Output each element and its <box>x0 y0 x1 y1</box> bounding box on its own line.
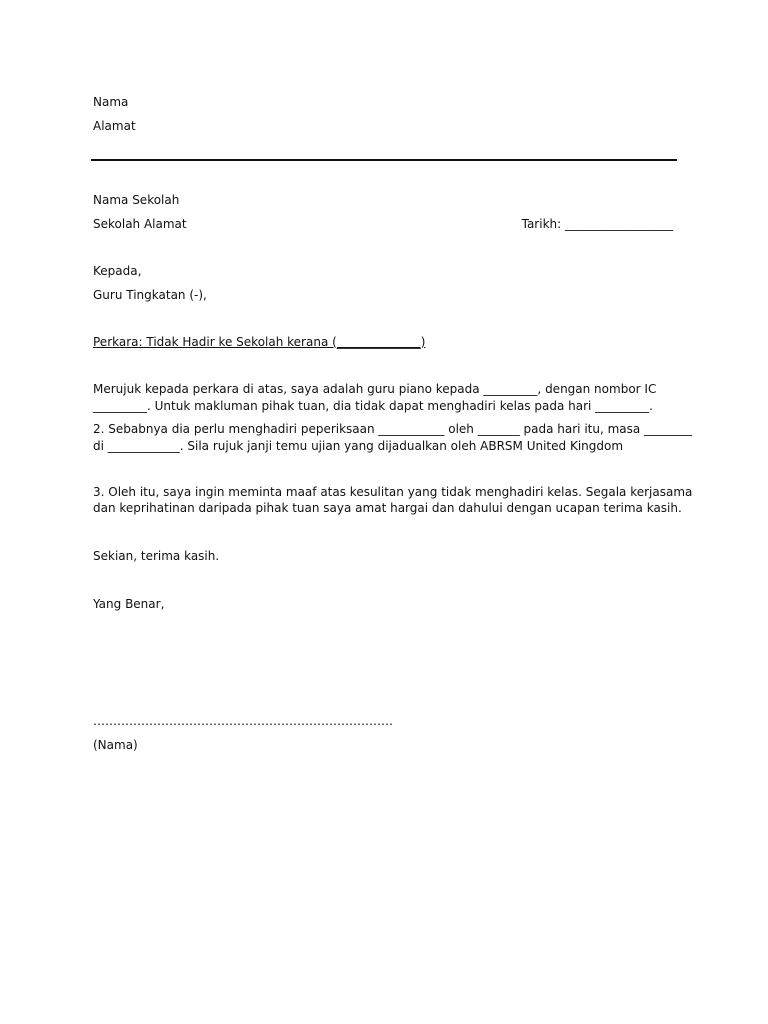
paragraph-1-line-1: Merujuk kepada perkara di atas, saya adalah guru piano kepada _________, dengan nombor IC <box>93 382 657 396</box>
closing-thanks: Sekian, terima kasih. <box>93 549 220 563</box>
closing-sign-off: Yang Benar, <box>93 597 165 611</box>
paragraph-2-line-2: di ____________. Sila rujuk janji temu ujian yang dijadualkan oleh ABRSM United Kingdom <box>93 439 624 453</box>
sender-address: Alamat <box>93 119 136 133</box>
school-name: Nama Sekolah <box>93 193 180 207</box>
sender-name: Nama <box>93 95 129 109</box>
paragraph-3-line-1: 3. Oleh itu, saya ingin meminta maaf atas kesulitan yang tidak menghadiri kelas. Segala kerjasama <box>93 485 693 499</box>
school-address: Sekolah Alamat <box>93 217 187 231</box>
date-field: Tarikh: __________________ <box>521 217 673 231</box>
signer-name: (Nama) <box>93 738 138 752</box>
subject-line: Perkara: Tidak Hadir ke Sekolah kerana (______________) <box>93 335 426 349</box>
greeting-to: Kepada, <box>93 264 142 278</box>
paragraph-1-line-2: _________. Untuk makluman pihak tuan, dia tidak dapat menghadiri kelas pada hari _________. <box>93 399 653 413</box>
greeting-teacher: Guru Tingkatan (-), <box>93 288 207 302</box>
paragraph-3-line-2: dan keprihatinan daripada pihak tuan saya amat hargai dan dahului dengan ucapan terima kasih. <box>93 501 682 515</box>
paragraph-2-line-1: 2. Sebabnya dia perlu menghadiri peperiksaan ___________ oleh _______ pada hari itu, masa ________ <box>93 422 693 436</box>
header-divider <box>91 159 677 161</box>
signature-line: ………………………………………………………………… <box>93 714 393 728</box>
